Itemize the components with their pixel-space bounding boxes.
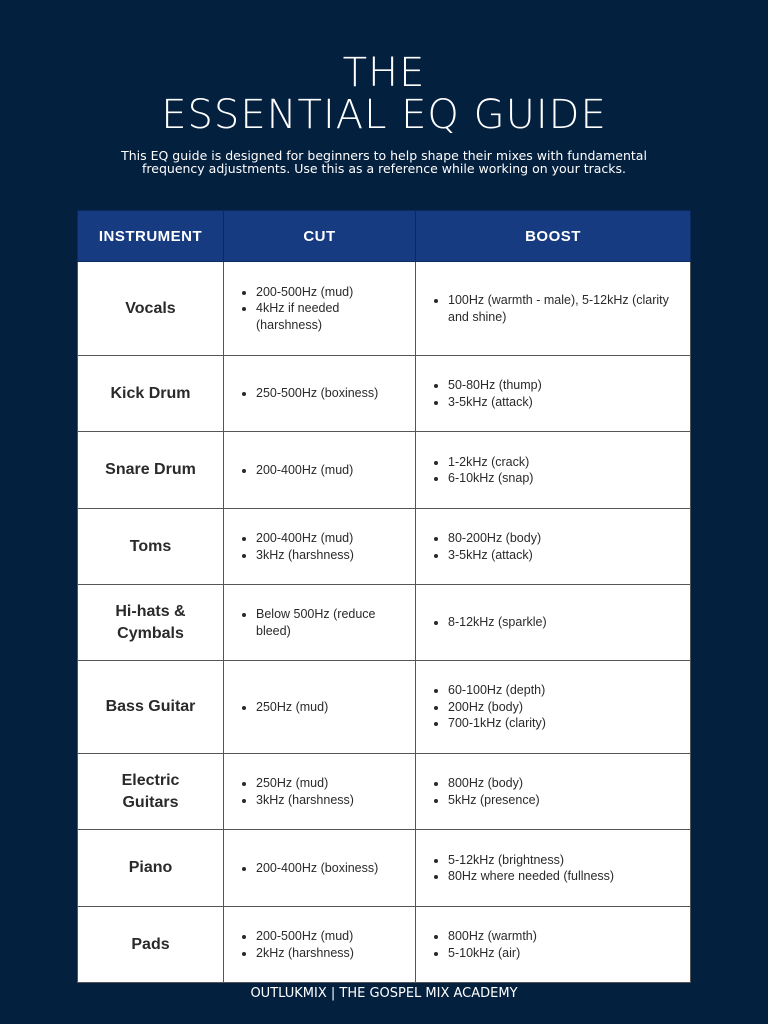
boost-cell [416, 356, 691, 432]
cut-item: • Below 500Hz (reduce bleed) [256, 606, 405, 639]
title-line-2: ESSENTIAL EQ GUIDE [161, 92, 607, 138]
instrument-cell: Piano [78, 830, 224, 907]
boost-item: • 700-1kHz (clarity) [448, 715, 680, 732]
cut-list [238, 860, 405, 877]
instrument-cell: Snare Drum [78, 432, 224, 509]
boost-list [430, 775, 680, 808]
column-header-boost: BOOST [416, 211, 691, 262]
column-header-cut: CUT [224, 211, 416, 262]
cut-item: • 2kHz (harshness) [256, 945, 405, 962]
table-row [78, 907, 691, 983]
boost-item: • 5-10kHz (air) [448, 945, 680, 962]
cut-list [238, 462, 405, 479]
table-row [78, 661, 691, 754]
subtitle: This EQ guide is designed for beginners to help shape their mixes with fundamental frequency adjustments. Use this as a reference while working on your tracks. [121, 148, 647, 176]
cut-list [238, 385, 405, 402]
cut-item: • 200-400Hz (boxiness) [256, 860, 405, 877]
table-row [78, 585, 691, 661]
boost-item: • 60-100Hz (depth) [448, 682, 680, 699]
page-title [0, 52, 768, 136]
boost-item: • 5-12kHz (brightness) [448, 852, 680, 869]
cut-cell [224, 754, 416, 830]
boost-item: • 3-5kHz (attack) [448, 547, 680, 564]
boost-list [430, 292, 680, 325]
boost-list [430, 530, 680, 563]
cut-item: • 250-500Hz (boxiness) [256, 385, 405, 402]
boost-cell [416, 262, 691, 356]
instrument-cell: Vocals [78, 262, 224, 356]
cut-cell [224, 356, 416, 432]
cut-item: • 250Hz (mud) [256, 775, 405, 792]
cut-item: • 200-400Hz (mud) [256, 530, 405, 547]
table-row [78, 754, 691, 830]
boost-cell [416, 509, 691, 585]
table-row [78, 262, 691, 356]
boost-item: • 80Hz where needed (fullness) [448, 868, 680, 885]
boost-list [430, 682, 680, 732]
boost-item: • 6-10kHz (snap) [448, 470, 680, 487]
boost-cell [416, 432, 691, 509]
boost-list [430, 852, 680, 885]
boost-cell [416, 661, 691, 754]
boost-list [430, 928, 680, 961]
cut-cell [224, 830, 416, 907]
boost-cell [416, 907, 691, 983]
cut-list [238, 699, 405, 716]
boost-item: • 50-80Hz (thump) [448, 377, 680, 394]
boost-item: • 1-2kHz (crack) [448, 454, 680, 471]
instrument-cell: Electric Guitars [78, 754, 224, 830]
cut-cell [224, 432, 416, 509]
boost-item: • 80-200Hz (body) [448, 530, 680, 547]
instrument-cell: Hi-hats & Cymbals [78, 585, 224, 661]
cut-item: • 3kHz (harshness) [256, 547, 405, 564]
cut-cell [224, 661, 416, 754]
cut-item: • 4kHz if needed (harshness) [256, 300, 405, 333]
cut-item: • 200-400Hz (mud) [256, 462, 405, 479]
table-row [78, 830, 691, 907]
cut-cell [224, 262, 416, 356]
boost-item: • 8-12kHz (sparkle) [448, 614, 680, 631]
cut-list [238, 928, 405, 961]
cut-cell [224, 509, 416, 585]
eq-table [77, 210, 691, 983]
boost-cell [416, 585, 691, 661]
boost-item: • 100Hz (warmth - male), 5-12kHz (clarity and shine) [448, 292, 680, 325]
instrument-cell: Bass Guitar [78, 661, 224, 754]
cut-item: • 200-500Hz (mud) [256, 284, 405, 301]
title-line-1: THE [342, 50, 426, 96]
cut-list [238, 606, 405, 639]
boost-item: • 800Hz (body) [448, 775, 680, 792]
cut-item: • 3kHz (harshness) [256, 792, 405, 809]
instrument-cell: Pads [78, 907, 224, 983]
table-row [78, 509, 691, 585]
boost-cell [416, 754, 691, 830]
boost-item: • 200Hz (body) [448, 699, 680, 716]
table-row [78, 432, 691, 509]
cut-item: • 200-500Hz (mud) [256, 928, 405, 945]
boost-list [430, 377, 680, 410]
boost-cell [416, 830, 691, 907]
cut-cell [224, 585, 416, 661]
boost-item: • 800Hz (warmth) [448, 928, 680, 945]
instrument-cell: Kick Drum [78, 356, 224, 432]
footer: OUTLUKMIX | THE GOSPEL MIX ACADEMY [250, 986, 518, 1001]
table-row [78, 356, 691, 432]
boost-item: • 3-5kHz (attack) [448, 394, 680, 411]
table-body [78, 262, 691, 983]
cut-list [238, 775, 405, 808]
table-header-row [78, 211, 691, 262]
boost-list [430, 454, 680, 487]
boost-list [430, 614, 680, 631]
cut-cell [224, 907, 416, 983]
boost-item: • 5kHz (presence) [448, 792, 680, 809]
cut-item: • 250Hz (mud) [256, 699, 405, 716]
instrument-cell: Toms [78, 509, 224, 585]
column-header-instrument: INSTRUMENT [78, 211, 224, 262]
cut-list [238, 530, 405, 563]
cut-list [238, 284, 405, 334]
